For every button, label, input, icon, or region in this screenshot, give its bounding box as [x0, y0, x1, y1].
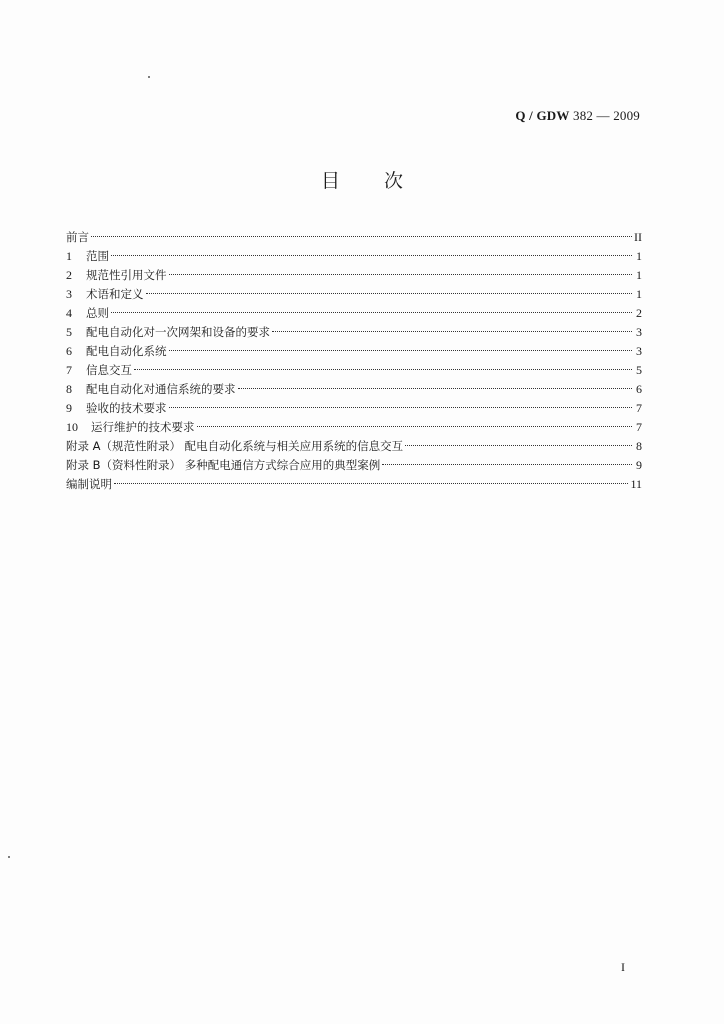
scan-speck — [148, 76, 150, 78]
page-number: I — [621, 960, 625, 974]
toc-entry-page: 3 — [636, 325, 642, 339]
toc-entry-page: 3 — [636, 344, 642, 358]
toc-entry-general[interactable] — [66, 304, 642, 323]
toc-entry-label: 编制说明 — [66, 477, 112, 491]
toc-entry-page: 1 — [636, 268, 642, 282]
toc-entry-label: 运行维护的技术要求 — [91, 420, 195, 434]
toc-entry-terms-definitions[interactable] — [66, 285, 642, 304]
toc-entry-compilation-notes[interactable] — [66, 475, 642, 494]
toc-entry-number: 7 — [66, 363, 72, 377]
toc-entry-label: 总则 — [86, 306, 109, 320]
toc-entry-automation-system[interactable] — [66, 342, 642, 361]
toc-entry-page: 1 — [636, 249, 642, 263]
toc-leader-dots — [238, 387, 633, 389]
standard-code — [515, 108, 640, 124]
toc-entry-grid-equipment-requirements[interactable] — [66, 323, 642, 342]
toc-leader-dots — [197, 425, 633, 427]
toc-entry-label: 附录 A（规范性附录） 配电自动化系统与相关应用系统的信息交互 — [66, 439, 404, 453]
toc-entry-page: 6 — [636, 382, 642, 396]
toc-entry-number: 6 — [66, 344, 72, 358]
toc-entry-label: 配电自动化对通信系统的要求 — [86, 382, 236, 396]
toc-entry-normative-references[interactable] — [66, 266, 642, 285]
toc-entry-maintenance-requirements[interactable] — [66, 418, 642, 437]
toc-entry-number: 5 — [66, 325, 72, 339]
toc-leader-dots — [405, 444, 632, 446]
toc-entry-page: 11 — [630, 477, 642, 491]
scan-speck — [8, 856, 10, 858]
toc-leader-dots — [111, 254, 632, 256]
toc-entry-appendix-b[interactable] — [66, 456, 642, 475]
page-title: 目次 — [320, 170, 447, 192]
toc-leader-dots — [169, 406, 633, 408]
toc-leader-dots — [114, 482, 628, 484]
toc-leader-dots — [134, 368, 632, 370]
standard-number: 382 — 2009 — [569, 108, 640, 123]
toc-entry-page: 7 — [636, 401, 642, 415]
toc-leader-dots — [382, 463, 632, 465]
toc-entry-page: 7 — [636, 420, 642, 434]
toc-leader-dots — [272, 330, 632, 332]
toc-entry-number: 9 — [66, 401, 72, 415]
toc-entry-label: 术语和定义 — [86, 287, 144, 301]
toc-entry-page: 5 — [636, 363, 642, 377]
toc-entry-page: 1 — [636, 287, 642, 301]
toc-entry-label: 范围 — [86, 249, 109, 263]
toc-entry-label: 配电自动化对一次网架和设备的要求 — [86, 325, 270, 339]
toc-entry-label: 配电自动化系统 — [86, 344, 167, 358]
toc-entry-foreword[interactable] — [66, 228, 642, 247]
toc-entry-number: 3 — [66, 287, 72, 301]
toc-entry-number: 10 — [66, 420, 78, 434]
toc-entry-number: 8 — [66, 382, 72, 396]
toc-entry-page: 2 — [636, 306, 642, 320]
toc-entry-scope[interactable] — [66, 247, 642, 266]
toc-entry-label: 附录 B（资料性附录） 多种配电通信方式综合应用的典型案例 — [66, 458, 381, 472]
toc-entry-number: 4 — [66, 306, 72, 320]
toc-leader-dots — [169, 349, 633, 351]
toc-entry-label: 验收的技术要求 — [86, 401, 167, 415]
toc-entry-page: 9 — [636, 458, 642, 472]
standard-prefix: Q / GDW — [515, 108, 570, 123]
toc-entry-information-exchange[interactable] — [66, 361, 642, 380]
toc-entry-label: 规范性引用文件 — [86, 268, 167, 282]
toc-entry-acceptance-requirements[interactable] — [66, 399, 642, 418]
toc-entry-label: 信息交互 — [86, 363, 132, 377]
toc-entry-label: 前言 — [66, 230, 89, 244]
toc-entry-number: 2 — [66, 268, 72, 282]
toc-leader-dots — [146, 292, 633, 294]
toc-entry-page: II — [634, 230, 642, 244]
toc-leader-dots — [169, 273, 633, 275]
table-of-contents — [66, 228, 642, 494]
toc-leader-dots — [111, 311, 632, 313]
toc-leader-dots — [91, 235, 632, 237]
toc-entry-communication-requirements[interactable] — [66, 380, 642, 399]
toc-entry-appendix-a[interactable] — [66, 437, 642, 456]
toc-entry-page: 8 — [636, 439, 642, 453]
toc-entry-number: 1 — [66, 249, 72, 263]
